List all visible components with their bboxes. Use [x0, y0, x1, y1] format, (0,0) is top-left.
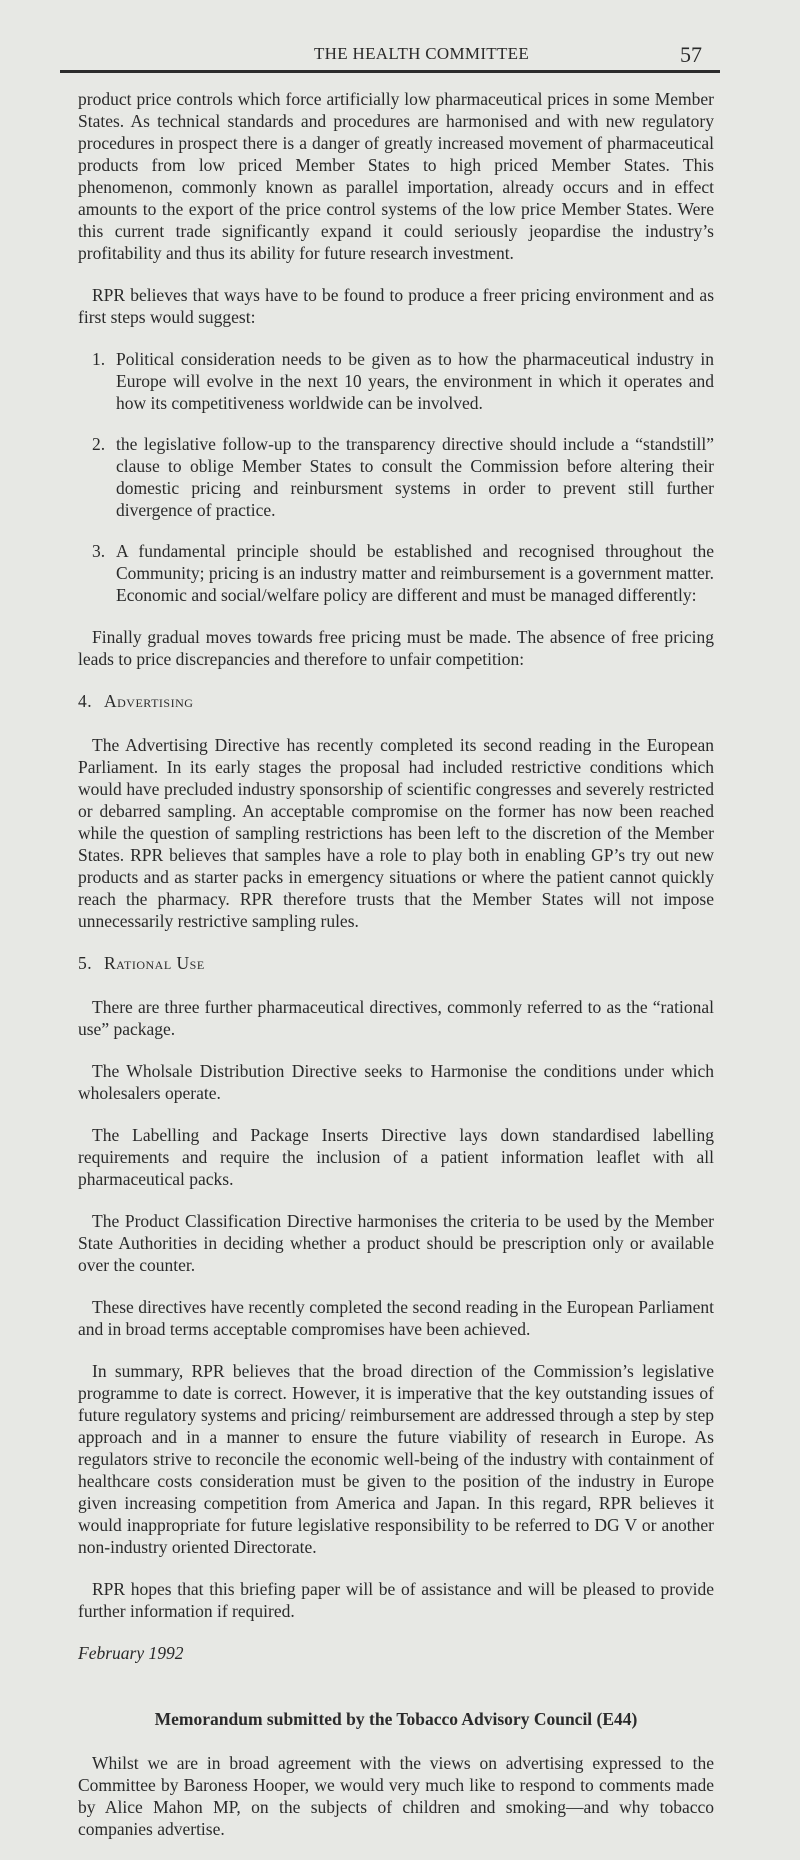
running-title: THE HEALTH COMMITTEE [314, 44, 530, 63]
list-item-text: A fundamental principle should be established and recognised throughout the Community; pricing is an industry matter and reimbursement is a government matter. Economic and social/welfare policy are different and must be managed differently: [116, 541, 714, 605]
paragraph: In summary, RPR believes that the broad direction of the Commission’s legislative programme to date is correct. However, it is imperative that the key outstanding issues of future regulatory systems and pricing/ reimbursement are addressed through a step by step approach and in a manner to ensure the future viability of research in Europe. As regulators strive to reconcile the economic well-being of the industry with containment of healthcare costs consideration must be given to the position of the industry in Europe given increasing competition from America and Japan. In this regard, RPR believes it would inappropriate for future legislative responsibility to be referred to DG V or another non-industry oriented Directorate. [78, 1361, 714, 1557]
list-item-text: Political consideration needs to be given as to how the pharmaceutical industry in Europe will evolve in the next 10 years, the environment in which it operates and how its competitiveness worldwide can be involved. [116, 349, 714, 413]
paragraph: product price controls which force artificially low pharmaceutical prices in some Member States. As technical standards and procedures are harmonised and with new regulatory procedures in prospect there is a danger of greatly increased movement of pharmaceutical products from low priced Member States to high priced Member States. This phenomenon, commonly known as parallel importation, already occurs and in effect amounts to the export of the price control systems of the low price Member States. Were this current trade significantly expand it could seriously jeopardise the industry’s profitability and thus its ability for future research investment. [78, 89, 714, 263]
paragraph: The Labelling and Package Inserts Directive lays down standardised labelling requirements and require the inclusion of a patient information leaflet with all pharmaceutical packs. [78, 1125, 714, 1189]
list-item [78, 433, 714, 521]
header-rule [60, 70, 720, 73]
section-number: 5. [78, 953, 93, 973]
paragraph: RPR believes that ways have to be found to produce a freer pricing environment and as first steps would suggest: [78, 285, 714, 327]
paragraph: There are three further pharmaceutical directives, commonly referred to as the “rational use” package. [78, 997, 714, 1039]
list-item [78, 348, 714, 414]
section-heading-advertising [78, 690, 714, 712]
paragraph: Finally gradual moves towards free pricing must be made. The absence of free pricing leads to price discrepancies and therefore to unfair competition: [78, 627, 714, 669]
list-item-number: 1. [92, 349, 106, 369]
section-title: Rational Use [104, 953, 205, 973]
list-item-number: 3. [92, 541, 106, 561]
list-item [78, 540, 714, 606]
paragraph: These directives have recently completed the second reading in the European Parliament and in broad terms acceptable compromises have been achieved. [78, 1297, 714, 1339]
list-item-text: the legislative follow-up to the transparency directive should include a “standstill” clause to oblige Member States to consult the Commission before altering their domestic pricing and reinbursment systems in order to prevent still further divergence of practice. [116, 434, 714, 520]
paragraph: The Product Classification Directive harmonises the criteria to be used by the Member State Authorities in deciding whether a product should be prescription only or available over the counter. [78, 1211, 714, 1275]
body-text [78, 88, 714, 1860]
numbered-list [78, 348, 714, 606]
paragraph: Whilst we are in broad agreement with the views on advertising expressed to the Committee by Baroness Hooper, we would very much like to respond to comments made by Alice Mahon MP, on the subjects of children and smoking—and why tobacco companies advertise. [78, 1753, 714, 1839]
document-date: February 1992 [78, 1643, 184, 1663]
paragraph: The Wholsale Distribution Directive seeks to Harmonise the conditions under which wholesalers operate. [78, 1061, 714, 1103]
memorandum-title: Memorandum submitted by the Tobacco Advisory Council (E44) [154, 1709, 638, 1729]
list-item-number: 2. [92, 434, 106, 454]
page-number: 57 [680, 42, 702, 67]
paragraph: RPR hopes that this briefing paper will be of assistance and will be pleased to provide further information if required. [78, 1579, 714, 1621]
page-header [78, 44, 714, 68]
section-heading-rational-use [78, 952, 714, 974]
section-number: 4. [78, 691, 93, 711]
paragraph: The Advertising Directive has recently completed its second reading in the European Parliament. In its early stages the proposal had included restrictive conditions which would have precluded industry sponsorship of scientific congresses and severely restricted or debarred sampling. An acceptable compromise on the former has now been reached while the question of sampling restrictions has been left to the discretion of the Member States. RPR believes that samples have a role to play both in enabling GP’s try out new products and as starter packs in emergency situations or where the patient cannot quickly reach the pharmacy. RPR therefore trusts that the Member States will not impose unnecessarily restrictive sampling rules. [78, 735, 714, 931]
section-title: Advertising [104, 691, 194, 711]
